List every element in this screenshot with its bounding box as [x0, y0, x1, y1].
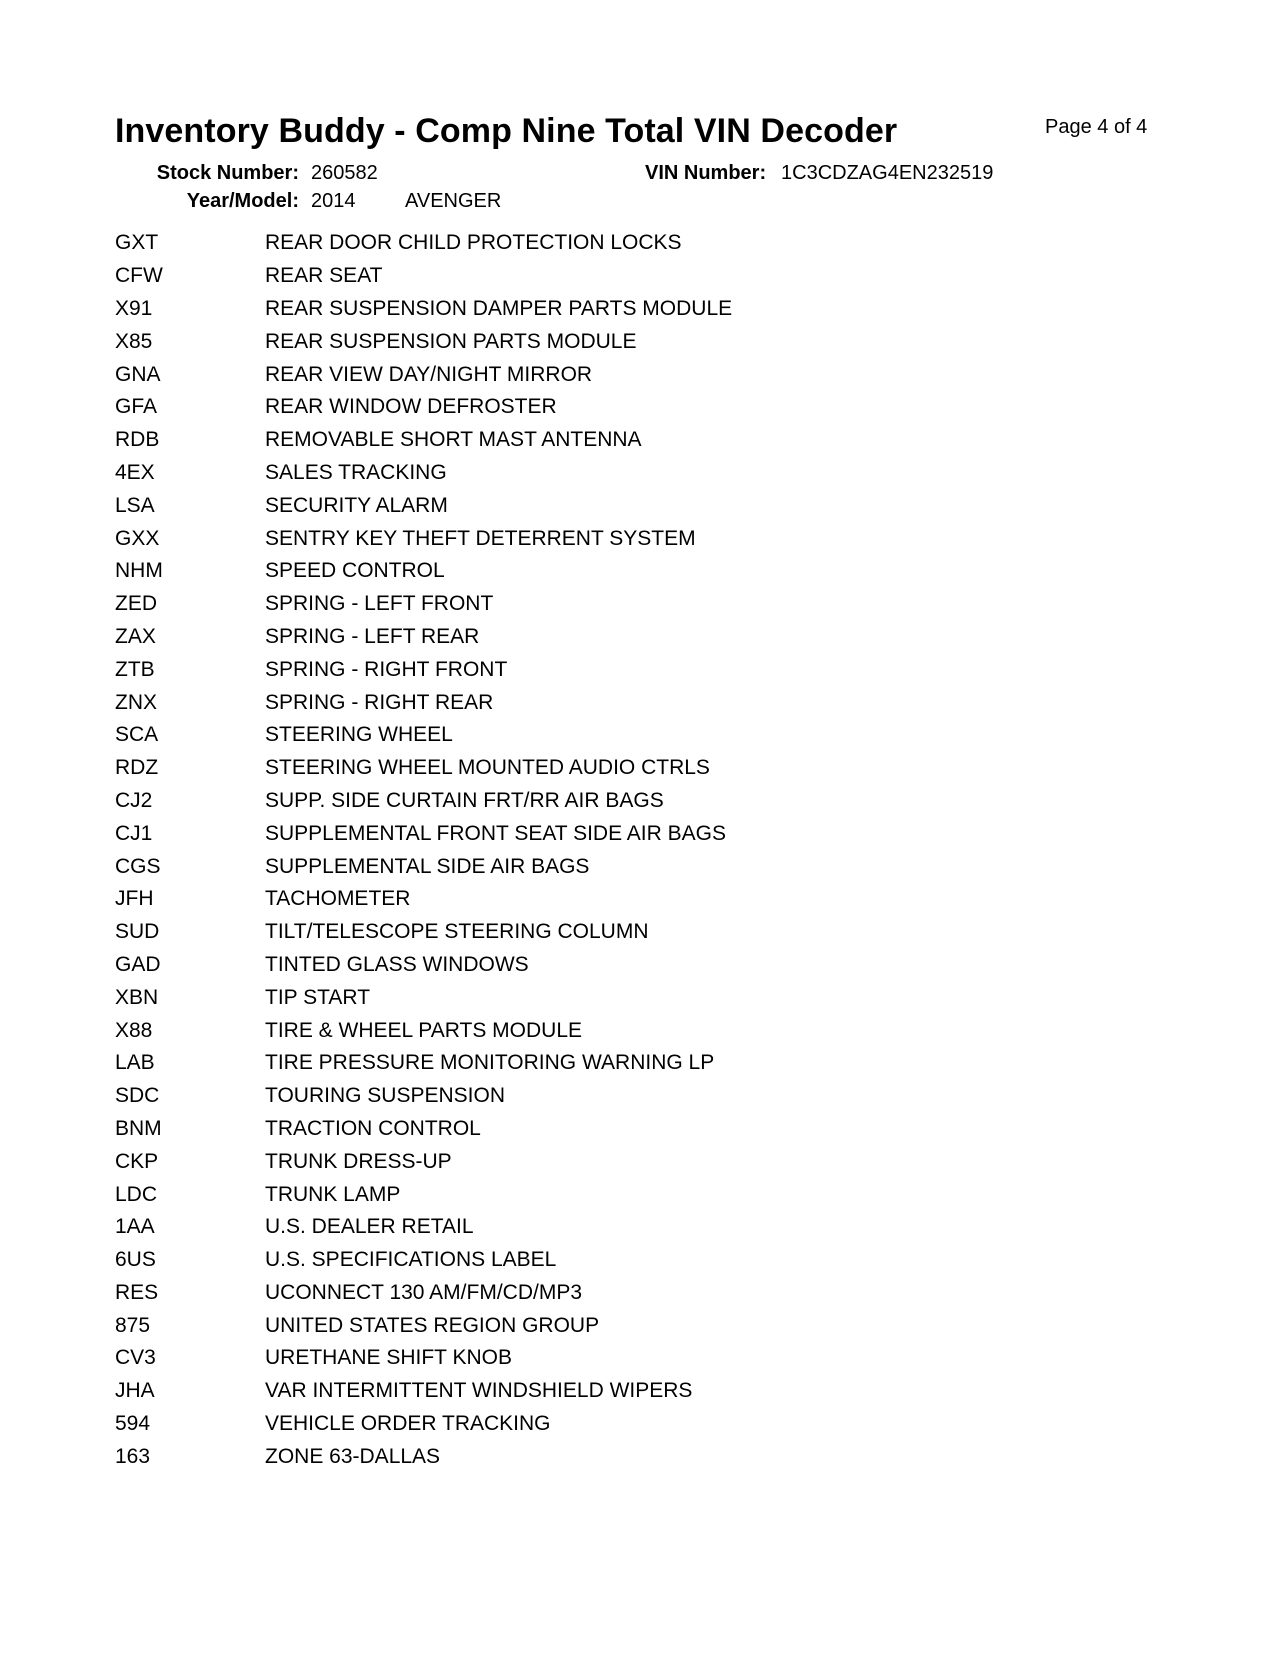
- model-value: AVENGER: [405, 190, 502, 212]
- year-model-label: Year/Model:: [186, 190, 299, 212]
- option-code: SCA: [115, 723, 159, 747]
- option-description: VEHICLE ORDER TRACKING: [265, 1412, 551, 1436]
- option-row: [115, 1113, 915, 1146]
- option-code: X91: [115, 296, 153, 320]
- option-code: RDZ: [115, 756, 159, 780]
- option-code: 594: [115, 1412, 151, 1436]
- option-code: ZED: [115, 592, 157, 616]
- option-description: VAR INTERMITTENT WINDSHIELD WIPERS: [265, 1379, 693, 1403]
- option-row: [115, 949, 915, 982]
- option-code: 4EX: [115, 460, 155, 484]
- option-description: TIRE & WHEEL PARTS MODULE: [265, 1018, 582, 1042]
- option-row: [115, 621, 915, 654]
- option-row: [115, 752, 915, 785]
- option-code: X85: [115, 329, 153, 353]
- option-code: ZTB: [115, 657, 155, 681]
- option-description: SUPPLEMENTAL SIDE AIR BAGS: [265, 854, 590, 878]
- option-code: GXT: [115, 231, 159, 255]
- option-description: UNITED STATES REGION GROUP: [265, 1313, 600, 1337]
- vin-number-label: VIN Number:: [645, 162, 767, 184]
- option-code: NHM: [115, 559, 163, 583]
- option-code: CKP: [115, 1149, 159, 1173]
- option-row: [115, 1309, 915, 1342]
- option-code: GXX: [115, 526, 160, 550]
- option-row: [115, 522, 915, 555]
- option-description: SALES TRACKING: [265, 460, 447, 484]
- option-row: [115, 489, 915, 522]
- option-description: SENTRY KEY THEFT DETERRENT SYSTEM: [265, 526, 696, 550]
- option-row: [115, 391, 915, 424]
- option-row: [115, 883, 915, 916]
- option-row: [115, 686, 915, 719]
- option-code-list: [115, 227, 915, 1473]
- option-row: [115, 1244, 915, 1277]
- option-row: [115, 817, 915, 850]
- option-description: SPRING - RIGHT REAR: [265, 690, 494, 714]
- option-code: 163: [115, 1444, 151, 1468]
- option-row: [115, 555, 915, 588]
- option-description: TACHOMETER: [265, 887, 411, 911]
- option-description: TRUNK DRESS-UP: [265, 1149, 452, 1173]
- option-row: [115, 325, 915, 358]
- option-code: ZAX: [115, 624, 156, 648]
- option-code: SDC: [115, 1084, 160, 1108]
- option-description: REAR SUSPENSION DAMPER PARTS MODULE: [265, 296, 733, 320]
- option-description: STEERING WHEEL: [265, 723, 453, 747]
- option-row: [115, 1408, 915, 1441]
- option-row: [115, 424, 915, 457]
- option-code: ZNX: [115, 690, 157, 714]
- document-title: Inventory Buddy - Comp Nine Total VIN Decoder: [115, 112, 898, 150]
- option-description: REAR SEAT: [265, 264, 383, 288]
- option-code: RDB: [115, 428, 160, 452]
- page-number: Page 4 of 4: [1045, 116, 1148, 138]
- option-code: SUD: [115, 920, 160, 944]
- option-description: TILT/TELESCOPE STEERING COLUMN: [265, 920, 649, 944]
- option-code: CJ1: [115, 821, 153, 845]
- option-row: [115, 1277, 915, 1310]
- option-row: [115, 1375, 915, 1408]
- option-description: SUPPLEMENTAL FRONT SEAT SIDE AIR BAGS: [265, 821, 726, 845]
- option-description: TINTED GLASS WINDOWS: [265, 952, 529, 976]
- option-code: LAB: [115, 1051, 155, 1075]
- option-description: TIRE PRESSURE MONITORING WARNING LP: [265, 1051, 715, 1075]
- option-code: LDC: [115, 1182, 158, 1206]
- option-row: [115, 358, 915, 391]
- option-code: CV3: [115, 1346, 156, 1370]
- option-row: [115, 1178, 915, 1211]
- option-code: CFW: [115, 264, 163, 288]
- option-row: [115, 981, 915, 1014]
- option-description: SPRING - LEFT REAR: [265, 624, 480, 648]
- option-code: XBN: [115, 985, 159, 1009]
- option-code: JHA: [115, 1379, 155, 1403]
- option-description: REAR WINDOW DEFROSTER: [265, 395, 557, 419]
- option-code: JFH: [115, 887, 154, 911]
- option-code: GAD: [115, 952, 161, 976]
- option-description: ZONE 63-DALLAS: [265, 1444, 441, 1468]
- option-code: X88: [115, 1018, 153, 1042]
- option-code: GNA: [115, 362, 161, 386]
- option-description: SUPP. SIDE CURTAIN FRT/RR AIR BAGS: [265, 788, 664, 812]
- option-description: TRACTION CONTROL: [265, 1116, 481, 1140]
- vin-number-value: 1C3CDZAG4EN232519: [781, 162, 994, 184]
- option-description: SECURITY ALARM: [265, 493, 448, 517]
- option-row: [115, 1211, 915, 1244]
- option-row: [115, 1047, 915, 1080]
- option-row: [115, 1342, 915, 1375]
- option-row: [115, 260, 915, 293]
- option-row: [115, 457, 915, 490]
- option-description: SPEED CONTROL: [265, 559, 445, 583]
- option-row: [115, 293, 915, 326]
- option-row: [115, 1080, 915, 1113]
- option-row: [115, 227, 915, 260]
- option-code: 1AA: [115, 1215, 155, 1239]
- vehicle-info: [0, 0, 1280, 230]
- option-code: GFA: [115, 395, 158, 419]
- stock-number-label: Stock Number:: [156, 162, 299, 184]
- option-description: SPRING - LEFT FRONT: [265, 592, 494, 616]
- year-value: 2014: [311, 190, 356, 212]
- option-code: LSA: [115, 493, 155, 517]
- option-code: 875: [115, 1313, 151, 1337]
- stock-number-value: 260582: [311, 162, 378, 184]
- option-description: REAR SUSPENSION PARTS MODULE: [265, 329, 637, 353]
- option-row: [115, 588, 915, 621]
- option-description: TIP START: [265, 985, 371, 1009]
- option-description: REMOVABLE SHORT MAST ANTENNA: [265, 428, 642, 452]
- option-description: U.S. DEALER RETAIL: [265, 1215, 474, 1239]
- option-code: CGS: [115, 854, 161, 878]
- option-description: URETHANE SHIFT KNOB: [265, 1346, 512, 1370]
- option-description: REAR VIEW DAY/NIGHT MIRROR: [265, 362, 593, 386]
- option-description: UCONNECT 130 AM/FM/CD/MP3: [265, 1280, 582, 1304]
- option-row: [115, 719, 915, 752]
- option-row: [115, 1440, 915, 1473]
- option-description: SPRING - RIGHT FRONT: [265, 657, 508, 681]
- option-description: REAR DOOR CHILD PROTECTION LOCKS: [265, 231, 682, 255]
- option-row: [115, 653, 915, 686]
- option-description: TOURING SUSPENSION: [265, 1084, 505, 1108]
- option-row: [115, 1014, 915, 1047]
- option-row: [115, 1145, 915, 1178]
- option-code: RES: [115, 1280, 159, 1304]
- option-row: [115, 785, 915, 818]
- option-description: STEERING WHEEL MOUNTED AUDIO CTRLS: [265, 756, 710, 780]
- option-description: U.S. SPECIFICATIONS LABEL: [265, 1248, 557, 1272]
- option-code: BNM: [115, 1116, 162, 1140]
- option-row: [115, 850, 915, 883]
- option-code: 6US: [115, 1248, 156, 1272]
- option-code: CJ2: [115, 788, 153, 812]
- option-description: TRUNK LAMP: [265, 1182, 401, 1206]
- option-row: [115, 916, 915, 949]
